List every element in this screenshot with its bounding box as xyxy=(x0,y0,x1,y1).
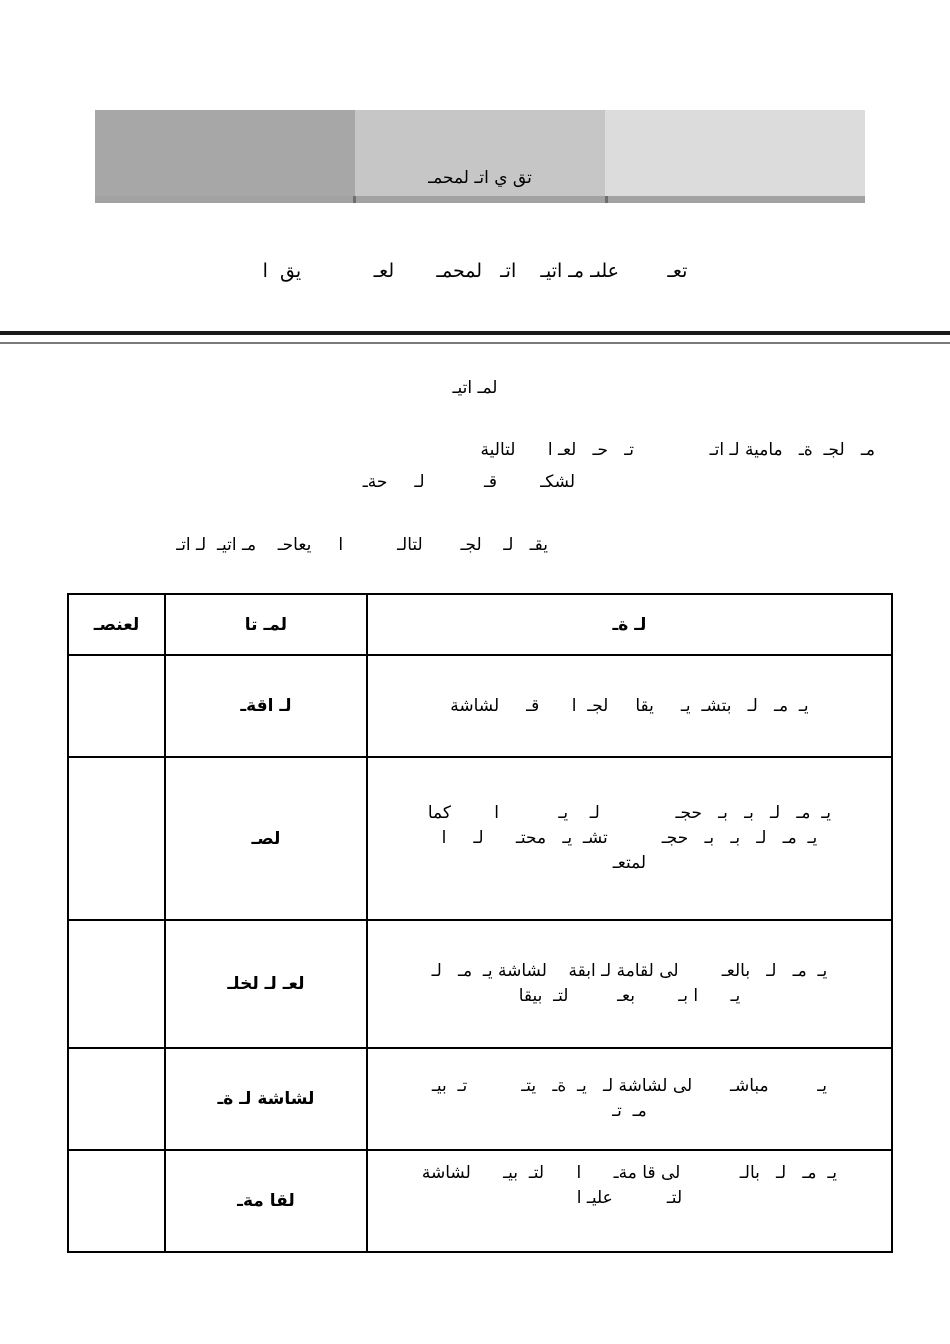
banner-divider xyxy=(605,196,608,203)
banner-segment-dark xyxy=(95,110,355,203)
divider-thick xyxy=(0,331,950,335)
row-item: لشاشة لـ ةـ xyxy=(165,1048,367,1150)
row-element xyxy=(68,757,165,920)
row-item: لصـ xyxy=(165,757,367,920)
table-row xyxy=(68,1048,892,1150)
row-element xyxy=(68,920,165,1048)
banner-segment-medium xyxy=(355,110,605,203)
table-row xyxy=(68,655,892,757)
description-line: يـ مـ لـ بـ بـ حجـ تشـ يـ محتـ لـ ا xyxy=(441,828,818,848)
row-item: لقا مةـ xyxy=(165,1150,367,1252)
header-element: لعنصـ xyxy=(68,594,165,655)
page-subtitle: تعـ علىـ مـ اتيـ اتـ لمحمـ لعـ يق ا xyxy=(262,260,688,282)
table-row xyxy=(68,757,892,920)
description-line: يـ مـ لـ بتشـ يـ يقا لجـ ا قـ لشاشة xyxy=(450,695,809,716)
description-line: يـ مباشـ لى لشاشة لـ يـ ةـ يتـ تـ بيـ xyxy=(431,1076,827,1096)
paragraph: يقـ لـ لجـ لتالـ ا يعاحـ مـ اتيـ لـ اتـ xyxy=(176,535,548,555)
header-item: لمـ تا xyxy=(165,594,367,655)
description-line: لمتعـ xyxy=(612,853,647,873)
paragraph: مـ لجـ ةـ مامية لـ اتـ تـ حـ لعـ ا لتالية xyxy=(480,440,875,460)
description-line: يـ مـ لـ بـ بـ حجـ لـ يـ ا كما xyxy=(427,803,832,823)
row-element xyxy=(68,1150,165,1252)
elements-table xyxy=(67,593,893,1253)
row-element xyxy=(68,1048,165,1150)
description-line: يـ مـ لـ بالـ لى قا مةـ ا لتـ بيـ لشاشة xyxy=(421,1163,838,1183)
banner-title: تق ي اتـ لمحمـ xyxy=(428,168,532,188)
row-description xyxy=(367,757,892,920)
description-line: يـ ا بـ بعـ لتـ بيقا xyxy=(518,986,741,1006)
description-line: مـ تـ xyxy=(612,1101,647,1121)
description-line: يـ مـ لـ بالعـ لى لقامة لـ ابقة لشاشة يـ مـ لـ xyxy=(431,961,828,981)
row-description xyxy=(367,920,892,1048)
row-item: لعـ لـ لخلـ xyxy=(165,920,367,1048)
table-header-row xyxy=(68,594,892,655)
banner-divider xyxy=(353,196,356,203)
header-banner xyxy=(95,110,865,203)
description-line: لتـ عليـ ا xyxy=(576,1188,683,1208)
row-description xyxy=(367,655,892,757)
row-item: لـ اقةـ xyxy=(165,655,367,757)
banner-segment-light xyxy=(605,110,865,203)
table-row xyxy=(68,1150,892,1252)
divider-thin xyxy=(0,342,950,344)
section-heading: لمـ اتيـ xyxy=(452,378,498,398)
header-description: لـ ةـ xyxy=(367,594,892,655)
table-row xyxy=(68,920,892,1048)
paragraph: لشكـ قـ لـ حةـ xyxy=(362,472,575,492)
row-description xyxy=(367,1048,892,1150)
row-element xyxy=(68,655,165,757)
row-description xyxy=(367,1150,892,1252)
banner-underline xyxy=(95,196,865,203)
